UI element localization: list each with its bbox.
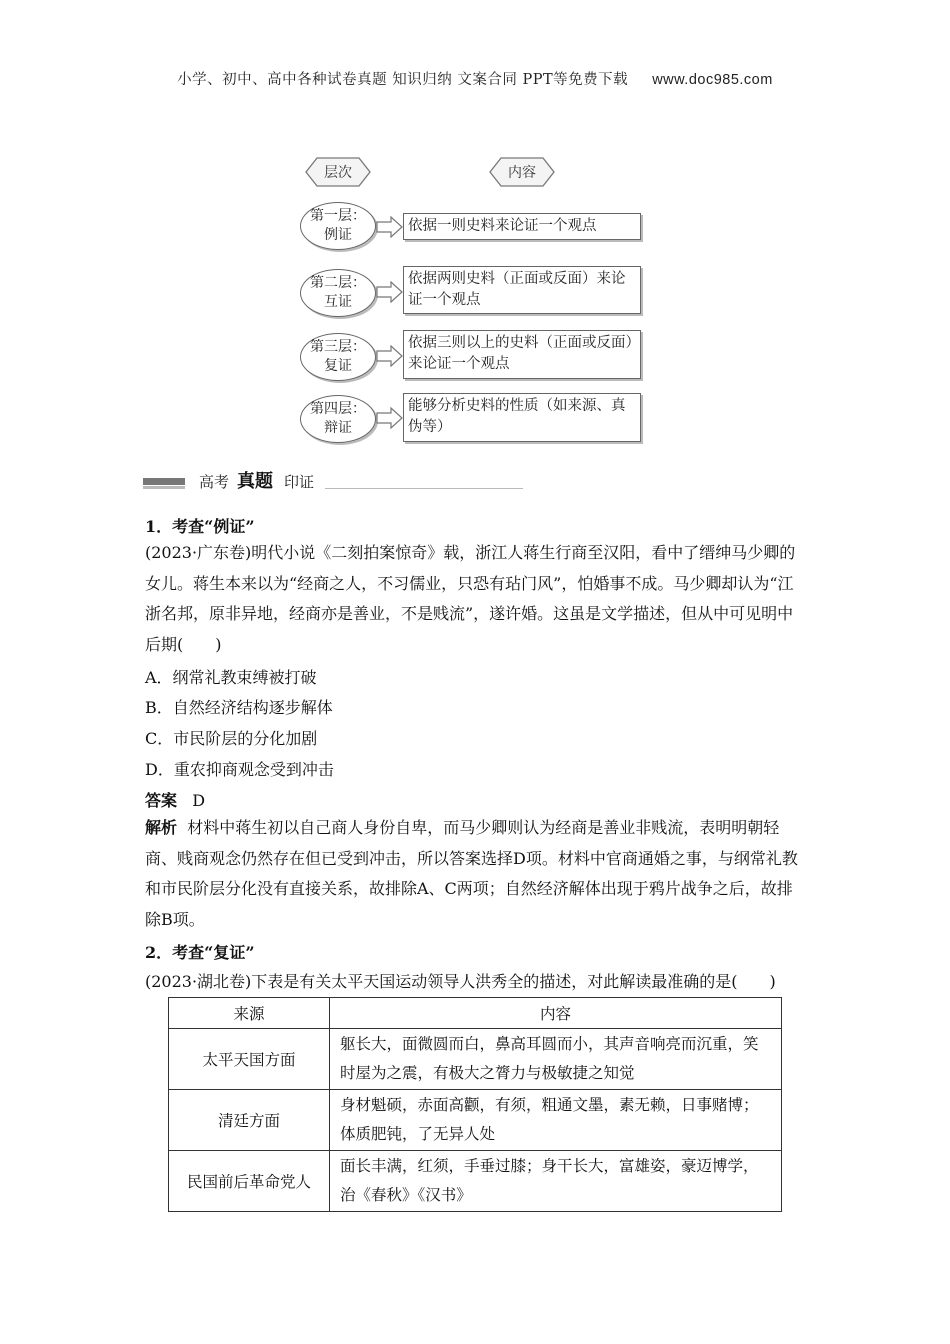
answer-value: D xyxy=(192,791,206,810)
level-header-diamond xyxy=(305,157,371,187)
table-header-source: 来源 xyxy=(169,998,330,1029)
content-header-label: 内容 xyxy=(508,165,536,181)
table-cell-content: 面长丰满，红须，手垂过膝；身干长大，富雄姿，豪迈博学，治《春秋》《汉书》 xyxy=(330,1151,782,1212)
table-cell-source: 太平天国方面 xyxy=(169,1029,330,1090)
page-header xyxy=(0,68,950,89)
banner-bar-shadow xyxy=(143,486,185,489)
table-header-row xyxy=(169,998,782,1029)
q2-stem: (2023·湖北卷)下表是有关太平天国运动领导人洪秀全的描述，对此解读最准确的是( ) xyxy=(145,972,776,991)
banner-left: 高考 xyxy=(199,473,230,491)
level-header-label: 层次 xyxy=(324,165,352,181)
analysis-text: 材料中蒋生初以自己商人身份自卑，而马少卿则认为经商是善业非贱流，表明明朝轻商、贱商观念仍然存在但已受到冲击，所以答案选择D项。材料中官商通婚之事，与纲常礼教和市民阶层分化没有直接关系，故排除A、C两项；自然经济解体出现于鸦片战争之后，故排除B项。 xyxy=(145,818,798,929)
content-box-1: 依据一则史料来论证一个观点 xyxy=(403,213,641,240)
header-site[interactable]: www.doc985.com xyxy=(652,72,773,88)
q1-analysis xyxy=(145,813,807,935)
arrow-right-icon xyxy=(376,216,404,238)
table-row xyxy=(169,1151,782,1212)
q1-title: 1．考查“例证” xyxy=(145,517,255,536)
banner-bar xyxy=(143,478,185,485)
q1-option-a: A．纲常礼教束缚被打破 xyxy=(145,668,317,687)
level-name: 互证 xyxy=(324,294,352,310)
level-label: 第二层： xyxy=(310,275,366,291)
level-label: 第三层： xyxy=(310,339,366,355)
level-name: 例证 xyxy=(324,227,352,243)
arrow-right-icon xyxy=(376,281,404,303)
level-oval-3 xyxy=(300,333,376,381)
level-oval-1 xyxy=(300,202,376,250)
q1-option-d: D．重农抑商观念受到冲击 xyxy=(145,760,334,779)
arrow-right-icon xyxy=(376,407,404,429)
content-box-2: 依据两则史料（正面或反面）来论证一个观点 xyxy=(403,266,641,314)
table-cell-content: 身材魁硕，赤面高颧，有须，粗通文墨，素无赖，日事赌博；体质肥钝，了无异人处 xyxy=(330,1090,782,1151)
level-name: 复证 xyxy=(324,358,352,374)
arrow-right-icon xyxy=(376,345,404,367)
banner-rule xyxy=(325,488,523,489)
answer-label: 答案 xyxy=(145,791,178,810)
table-header-content: 内容 xyxy=(330,998,782,1029)
q2-title: 2．考查“复证” xyxy=(145,943,255,962)
content-header-diamond xyxy=(489,157,555,187)
banner-right: 印证 xyxy=(284,473,315,491)
level-label: 第四层： xyxy=(310,401,366,417)
q1-option-c: C．市民阶层的分化加剧 xyxy=(145,729,318,748)
level-name: 辩证 xyxy=(324,420,352,436)
level-oval-4 xyxy=(300,395,376,443)
section-banner xyxy=(143,462,523,498)
table-row xyxy=(169,1090,782,1151)
table-cell-content: 躯长大，面微圆而白，鼻高耳圆而小，其声音响亮而沉重，笑时屋为之震，有极大之膂力与极敏捷之知觉 xyxy=(330,1029,782,1090)
table-cell-source: 清廷方面 xyxy=(169,1090,330,1151)
content-box-3: 依据三则以上的史料（正面或反面）来论证一个观点 xyxy=(403,330,641,379)
header-text: 小学、初中、高中各种试卷真题 知识归纳 文案合同 PPT等免费下载 xyxy=(177,72,629,88)
q1-stem: (2023·广东卷)明代小说《二刻拍案惊奇》载，浙江人蒋生行商至汉阳，看中了缙绅马少卿的女儿。蒋生本来以为“经商之人，不习儒业，只恐有玷门风”，怕婚事不成。马少卿却认为“江浙名邦，原非异地，经商亦是善业，不是贱流”，遂许婚。这虽是文学描述，但从中可见明中后期( ) xyxy=(145,543,796,654)
content-box-4: 能够分析史料的性质（如来源、真伪等） xyxy=(403,393,641,442)
q1-answer xyxy=(145,788,205,811)
source-table xyxy=(168,997,782,1212)
banner-mid: 真题 xyxy=(237,471,273,492)
table-cell-source: 民国前后革命党人 xyxy=(169,1151,330,1212)
analysis-label: 解析 xyxy=(145,818,178,837)
q1-option-b: B．自然经济结构逐步解体 xyxy=(145,698,333,717)
level-label: 第一层： xyxy=(310,208,366,224)
level-oval-2 xyxy=(300,269,376,317)
table-row xyxy=(169,1029,782,1090)
